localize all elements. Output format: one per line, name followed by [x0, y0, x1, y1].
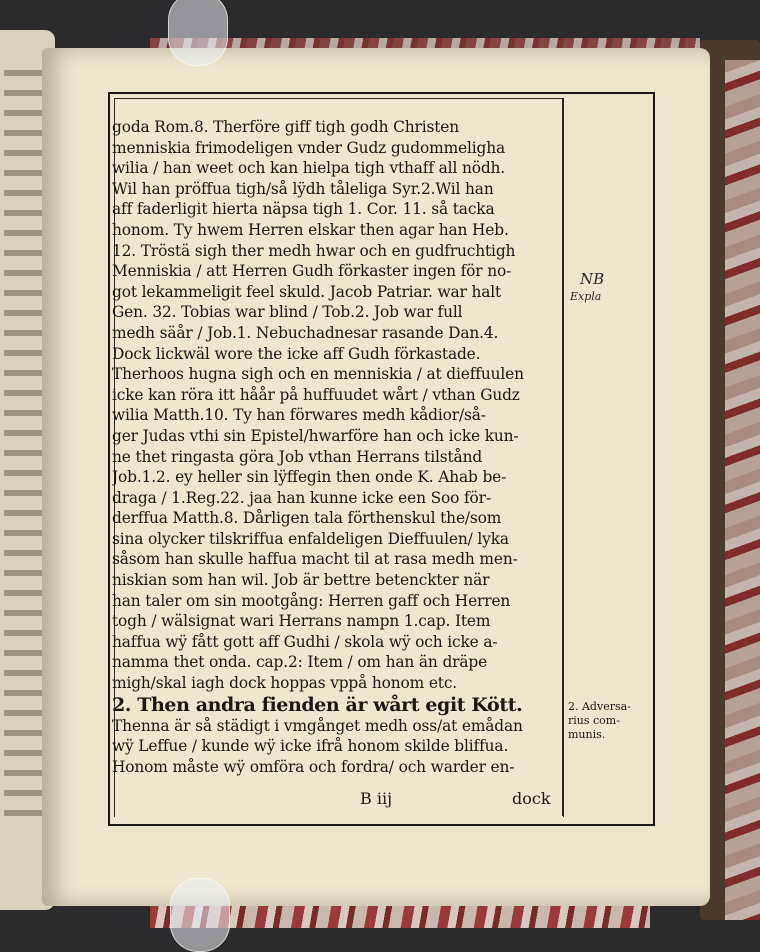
- handwritten-margin-annotation: Expla: [570, 290, 602, 303]
- text-line: ne thet ringasta göra Job vthan Herrans tilstånd: [112, 447, 483, 466]
- text-line: sina olycker tilskriffua enfaldeligen Dieffuulen/ lyka: [112, 529, 509, 548]
- text-line: Thenna är så städigt i vmgånget medh oss/at emådan: [112, 716, 523, 735]
- top-page-clip: [168, 0, 228, 66]
- text-line: icke kan röra itt håår på huffuudet wårt / vthan Gudz: [112, 385, 520, 404]
- text-line: aff faderligit hierta näpsa tigh 1. Cor. 11. så tacka: [112, 200, 495, 219]
- text-line: Dock lickwäl wore the icke aff Gudh förkastade.: [112, 344, 481, 363]
- text-line: goda Rom.8. Therföre giff tigh godh Christen: [112, 118, 459, 136]
- text-line: 12. Tröstä sigh ther medh hwar och en gudfruchtigh: [112, 241, 516, 260]
- text-line: haffua wÿ fått gott aff Gudhi / skola wÿ och icke a-: [112, 632, 498, 651]
- text-line: niskian som han wil. Job är bettre betenckter när: [112, 571, 490, 590]
- text-line: medh säår / Job.1. Nebuchadnesar rasande Dan.4.: [112, 323, 499, 342]
- text-line: Job.1.2. ey heller sin lÿffegin then onde K. Ahab be-: [112, 468, 507, 487]
- text-line: Therhoos hugna sigh och en menniskia / at dieffuulen: [112, 365, 524, 384]
- text-line: Honom måste wÿ omföra och fordra/ och warder en-: [112, 757, 515, 776]
- text-line: wÿ Leffue / kunde wÿ icke ifrå honom skilde bliffua.: [112, 737, 509, 756]
- text-line: got lekammeligit feel skuld. Jacob Patriar. war halt: [112, 282, 502, 301]
- text-line: Menniskia / att Herren Gudh förkaster ingen för no-: [112, 262, 512, 281]
- text-line: ger Judas vthi sin Epistel/hwarföre han och icke kun-: [112, 426, 519, 445]
- margin-note-line: munis.: [568, 728, 606, 741]
- section-heading: 2. Then andra fienden är wårt egit Kött.: [112, 693, 523, 716]
- text-line: migh/skal iagh dock hoppas vppå honom etc.: [112, 674, 458, 693]
- text-line: Wil han pröffua tigh/så lÿdh tåleliga Syr.2.Wil han: [112, 179, 494, 198]
- bottom-page-clip: [170, 878, 230, 952]
- text-line: togh / wälsignat wari Herrans nampn 1.cap. Item: [112, 612, 491, 631]
- margin-note-line: rius com-: [568, 714, 620, 727]
- text-line: wilia Matth.10. Ty han förwares medh kådior/så-: [112, 406, 486, 425]
- text-line: draga / 1.Reg.22. jaa han kunne icke een Soo för-: [112, 488, 491, 507]
- text-line: wilia / han weet och kan hielpa tigh vthaff all nödh.: [112, 159, 506, 178]
- signature-mark: B iij: [360, 789, 393, 808]
- catchword: dock: [512, 789, 551, 808]
- text-line: honom. Ty hwem Herren elskar then agar han Heb.: [112, 220, 509, 239]
- marbled-edge-right: [725, 60, 760, 920]
- handwritten-nb-annotation: NB: [580, 270, 605, 288]
- margin-note-line: 2. Adversa-: [568, 700, 631, 713]
- text-line: namma thet onda. cap.2: Item / om han än dräpe: [112, 653, 488, 672]
- text-line: han taler om sin mootgång: Herren gaff och Herren: [112, 591, 511, 610]
- text-line: såsom han skulle haffua macht til at rasa medh men-: [112, 550, 518, 569]
- text-line: Gen. 32. Tobias war blind / Tob.2. Job war full: [112, 303, 463, 322]
- text-line: derffua Matth.8. Dårligen tala förthenskul the/som: [112, 509, 502, 528]
- text-line: menniskia frimodeligen vnder Gudz gudommeligha: [112, 138, 506, 157]
- text-block: [112, 117, 564, 777]
